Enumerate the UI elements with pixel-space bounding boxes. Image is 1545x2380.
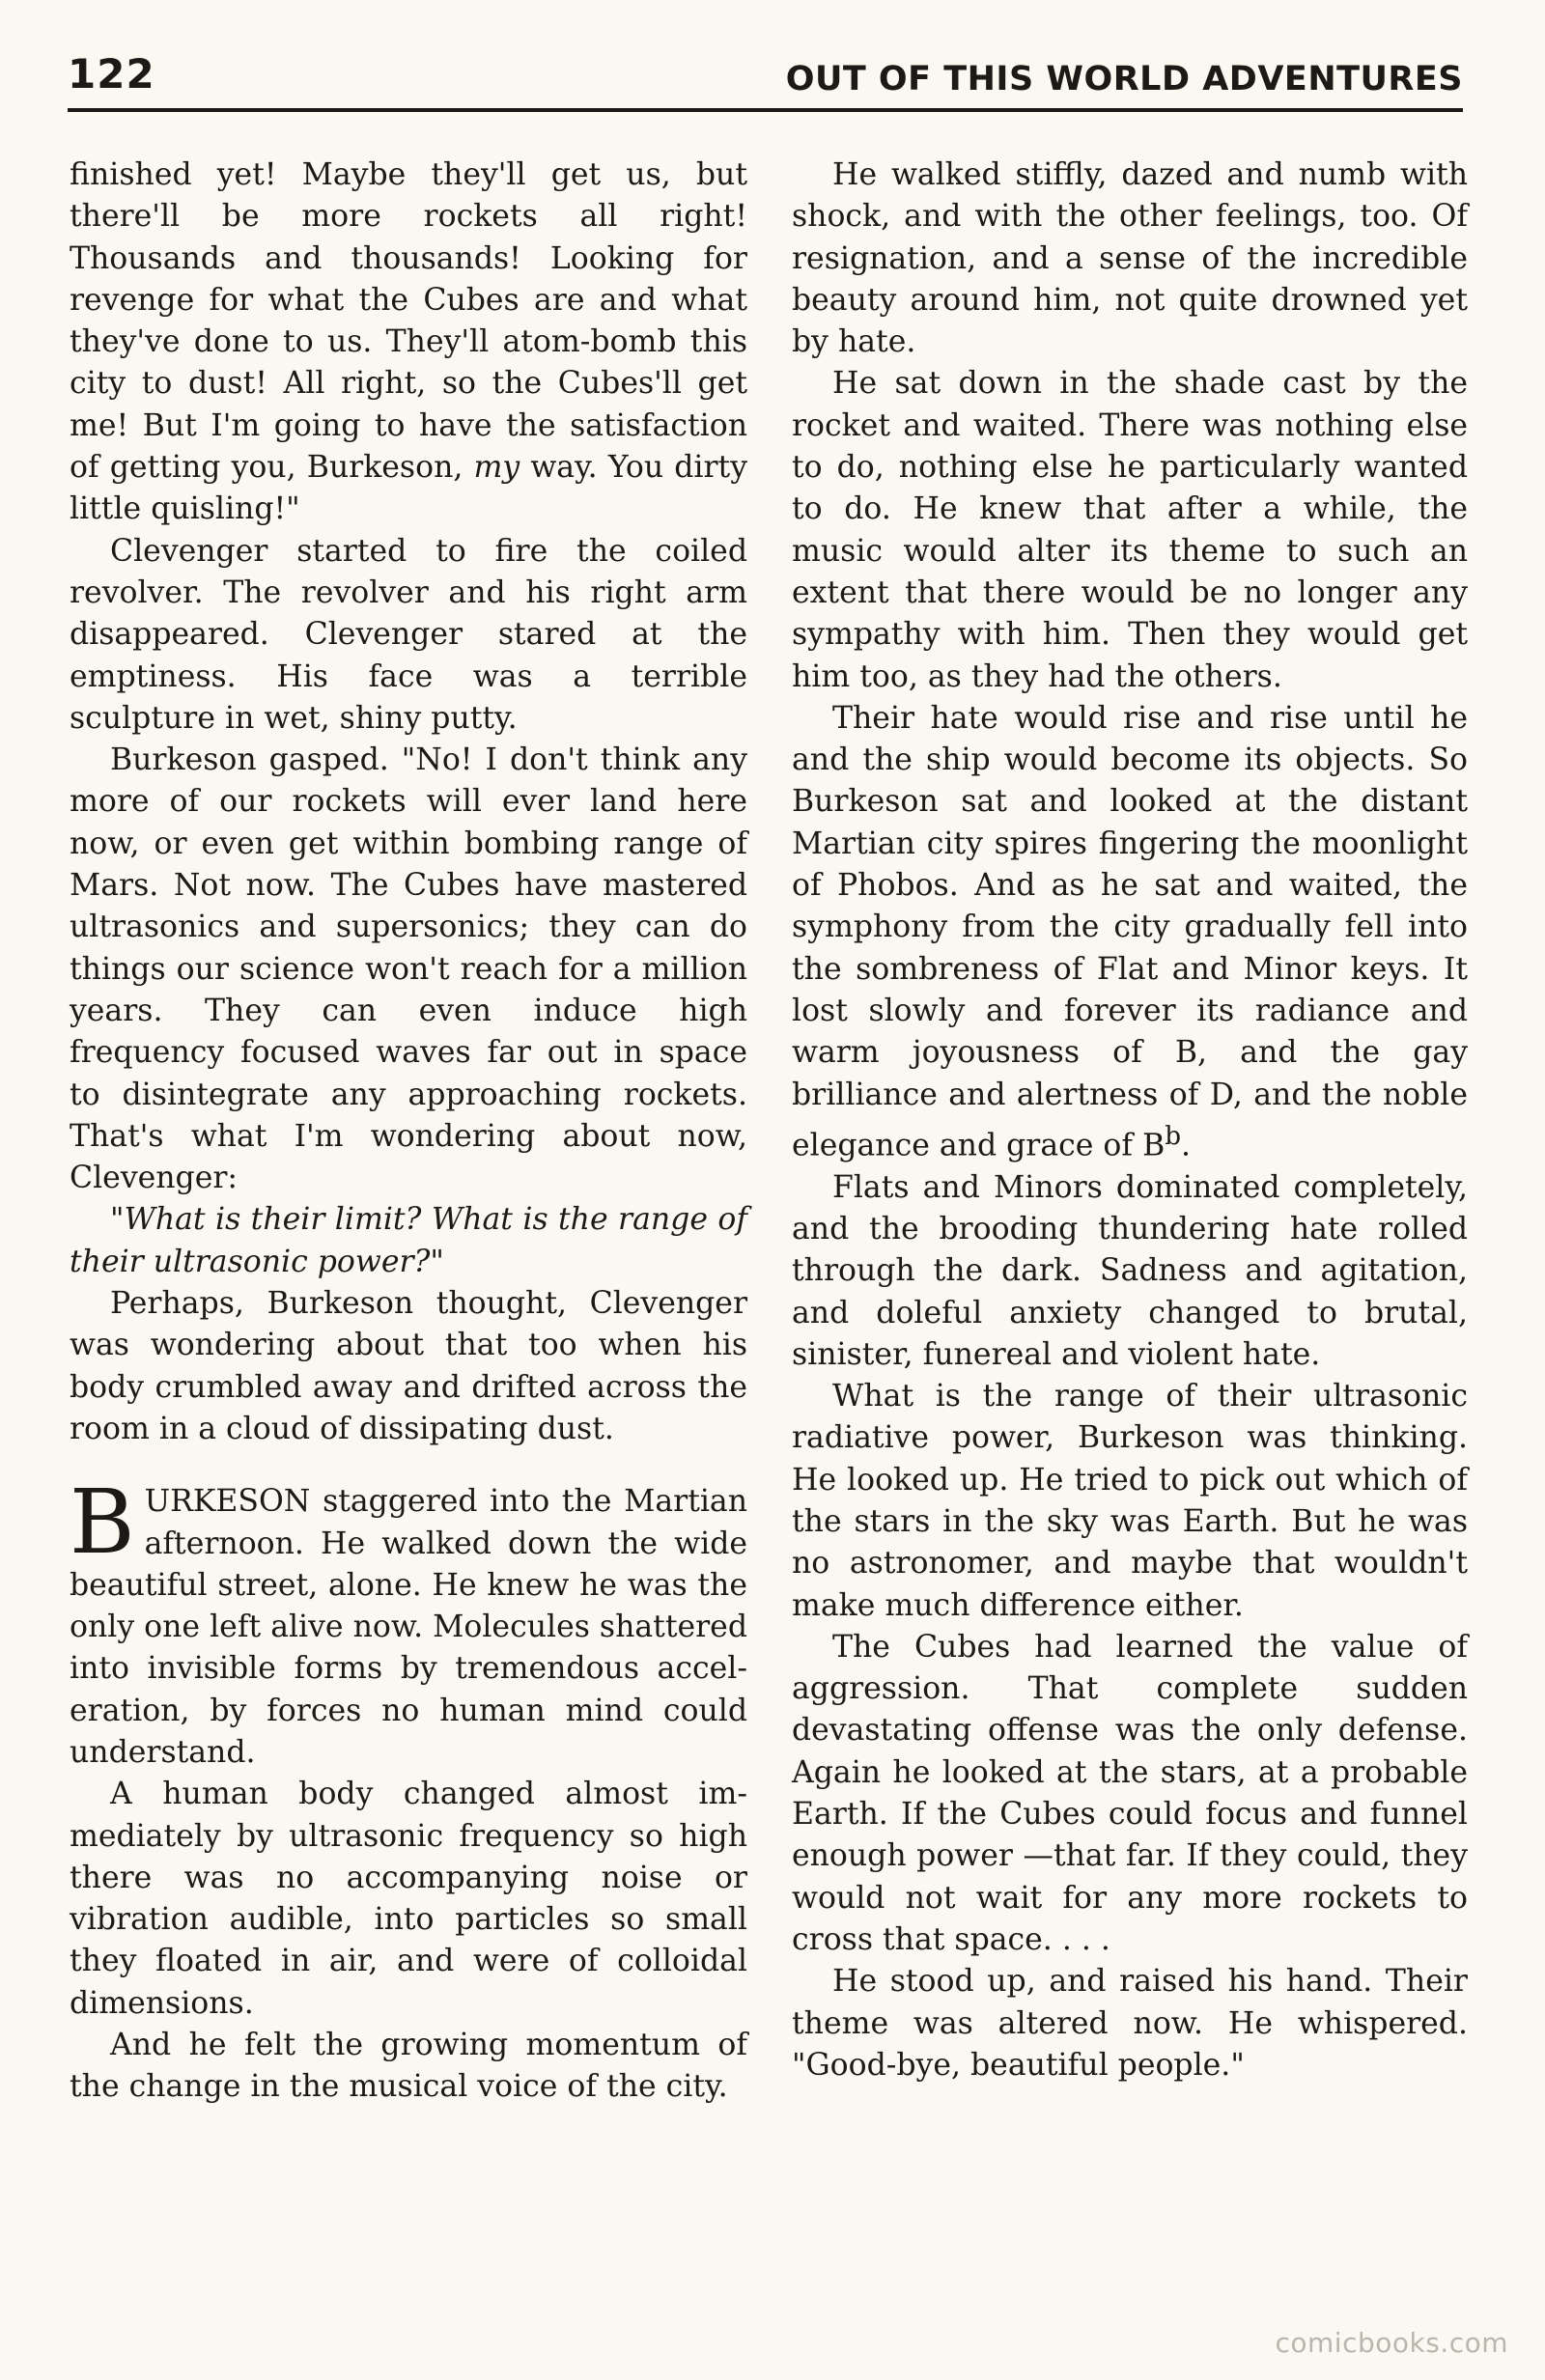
- paragraph: Perhaps, Burkeson thought, Clevenger was wondering about that too when his body crumbled away and drifted across the room in a cloud of dissipating dust.: [70, 1286, 747, 1446]
- paragraph: He walked stiffly, dazed and numb with shock, and with the other feelings, too. Of resignation, and a sense of the incredible beauty around him, not quite drowned yet by hate.: [792, 157, 1468, 360]
- paragraph: A human body changed almost immediately by ultrasonic frequency so high there was no accompanying noise or vibration audible, into particles so small they floated in air, and were of colloidal dimensions.: [70, 1777, 747, 2021]
- paragraph-text: staggered into the Martian afternoon. He walked down the wide beautiful street, alone. He knew he was the only one left alive now. Molecules shattered into invisible forms by tremendous acceleration, by forces no human mind could understand.: [70, 1484, 747, 1770]
- right-column: [792, 154, 1468, 2086]
- paragraph: Clevenger started to fire the coiled revolver. The revolver and his right arm disappeared. Clevenger stared at the emptiness. His face was a terrible sculpture in wet, shiny putty.: [70, 533, 747, 736]
- small-caps-lead: URKESON: [144, 1484, 311, 1520]
- paragraph: Flats and Minors dominated completely, and the brooding thundering hate rolled through the dark. Sadness and agitation, and doleful anxiety changed to brutal, sinister, funereal and violent hate.: [792, 1169, 1468, 1372]
- paragraph-text: .: [1181, 1128, 1192, 1163]
- paragraph: What is the range of their ultrasonic radiative power, Burkeson was thinking. He looked up. He tried to pick out which of the stars in the sky was Earth. But he was no astronomer, and maybe that wouldn't make much difference either.: [792, 1379, 1468, 1623]
- emphasis-text: my: [473, 450, 520, 486]
- paragraph: The Cubes had learned the value of aggression. That complete sudden devastating offense was the only defense. Again he looked at the stars, at a probable Earth. If the Cubes could focus and funnel enough power —that far. If they could, they would not wait for any more rockets to cross that space. . . .: [792, 1629, 1468, 1957]
- paragraph: [70, 154, 747, 531]
- running-title: OUT OF THIS WORLD ADVENTURES: [785, 60, 1463, 98]
- paragraph-text: way. You dirty little quisling!": [70, 450, 748, 527]
- left-column: [70, 154, 747, 2109]
- drop-cap: B: [70, 1470, 135, 1575]
- page-number: 122: [68, 50, 155, 98]
- paragraph: Burkeson gasped. "No! I don't think any more of our rockets will ever land here now, or even get within bombing range of Mars. Not now. The Cubes have mastered ultrasonics and supersonics; they can do things our science won't reach for a million years. They can even induce high frequency focused waves far out in space to disintegrate any approaching rockets. That's what I'm wondering about now, Clevenger:: [70, 742, 747, 1196]
- paragraph: He sat down in the shade cast by the rocket and waited. There was nothing else to do, nothing else he particularly wanted to do. He knew that after a while, the music would alter its theme to such an extent that there would be no longer any sympathy with him. Then they would get him too, as they had the others.: [792, 366, 1468, 694]
- paragraph-text: Their hate would rise and rise until he and the ship would become its objects. So Burkeson sat and looked at the distant Martian city spires fingering the moonlight of Phobos. And as he sat and waited, the symphony from the city gradually fell into the sombreness of Flat and Minor keys. It lost slowly and forever its radiance and warm joyousness of B, and the gay brilliance and alertness of D, and the noble elegance and grace of B: [792, 700, 1468, 1163]
- page-header: [68, 50, 1463, 112]
- section-opening-paragraph: [70, 1470, 747, 1774]
- paragraph: And he felt the growing momentum of the change in the musical voice of the city.: [70, 2028, 747, 2105]
- italic-quote: "What is their limit? What is the range of their ultrasonic power?": [70, 1202, 747, 1279]
- paragraph: He stood up, and raised his hand. Their theme was altered now. He whispered. "Good-bye, beautiful people.": [792, 1964, 1468, 2083]
- watermark: comicbooks.com: [1275, 2327, 1508, 2359]
- paragraph-text: finished yet! Maybe they'll get us, but there'll be more rockets all right! Thousands and thousands! Looking for revenge for what the Cubes are and what they've done to us. They'll atom-bomb this city to dust! All right, so the Cubes'll get me! But I'm going to have the satisfaction of getting you, Burkeson,: [70, 157, 747, 486]
- paragraph: [792, 698, 1468, 1167]
- flat-symbol: b: [1165, 1121, 1182, 1151]
